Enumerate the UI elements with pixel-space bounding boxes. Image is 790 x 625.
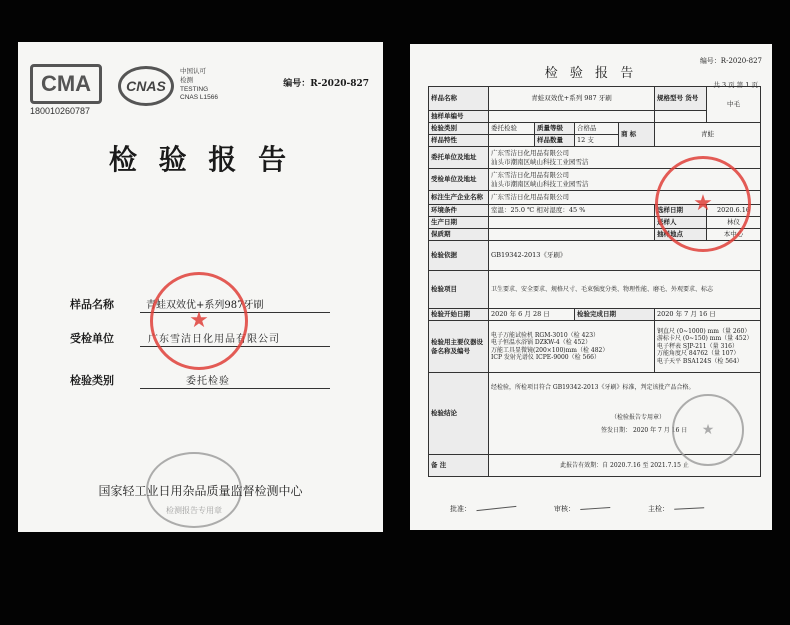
underline xyxy=(140,312,330,313)
sampling-date-label: 选样日期 xyxy=(655,205,707,217)
place-value: 本中心 xyxy=(707,229,761,241)
inspected-label: 受检单位及地址 xyxy=(429,169,489,191)
remark-value: 此报告有效期：自 2020.7.16 至 2021.7.15 止 xyxy=(489,455,761,477)
cnas-line: 中国认可 xyxy=(180,68,206,75)
equip-item: 电子天平 BSA124S（检 564） xyxy=(657,357,743,365)
check-type-value: 委托检验 xyxy=(489,123,535,135)
prod-date-value xyxy=(489,217,655,229)
table-row xyxy=(429,191,761,205)
table-row xyxy=(429,455,761,477)
equip-item: 万能工具显微镜(200×100)mm（检 482） xyxy=(491,346,609,354)
sampling-date-value: 2020.6.16 xyxy=(707,205,761,217)
empty-cell xyxy=(655,111,707,123)
equip-item: 电子秤表 SJP-211（量 316） xyxy=(657,342,738,350)
end-label: 检验完成日期 xyxy=(575,309,655,321)
qty-value: 12 支 xyxy=(575,135,619,147)
approve-signature xyxy=(476,498,517,511)
table-row xyxy=(429,241,761,271)
equip-label: 检验用主要仪器设备名称及编号 xyxy=(429,321,489,373)
sample-name-label: 样品名称 xyxy=(70,298,114,311)
qty-label: 样品数量 xyxy=(535,135,575,147)
inspected-unit-label: 受检单位 xyxy=(70,332,114,345)
equip-item: 钢直尺 (0~1000) mm（量 260） xyxy=(657,327,751,335)
cnas-logo xyxy=(118,66,174,106)
table-row xyxy=(429,373,761,455)
client-value xyxy=(489,147,761,169)
review-label: 审核： xyxy=(554,505,575,513)
maker-label: 标注生产企业名称 xyxy=(429,191,489,205)
cma-number: 180010260787 xyxy=(30,106,91,116)
prod-date-label: 生产日期 xyxy=(429,217,489,229)
client-label: 委托单位及地址 xyxy=(429,147,489,169)
feature-label: 样品特性 xyxy=(429,135,489,147)
star-icon: ★ xyxy=(189,308,209,333)
start-value: 2020 年 6 月 28 日 xyxy=(489,309,575,321)
equip-item: 万能角度尺 84762（量 107） xyxy=(657,350,740,358)
remark-label: 备 注 xyxy=(429,455,489,477)
cnas-line: CNAS L1566 xyxy=(180,94,218,102)
sample-no-label: 抽样单编号 xyxy=(429,111,489,123)
cnas-line: 检测 xyxy=(180,76,193,84)
table-row xyxy=(429,205,761,217)
equip-item: 电子万能试验机 RGM-3010（检 423） xyxy=(491,331,600,339)
table-row xyxy=(429,217,761,229)
sampler-value: 林仪 xyxy=(707,217,761,229)
report-cover-page xyxy=(18,42,383,532)
shelf-label: 保质期 xyxy=(429,229,489,241)
star-icon: ★ xyxy=(693,191,713,216)
env-label: 环境条件 xyxy=(429,205,489,217)
conclusion-value: 经检验，所检项目符合 GB19342-2013《牙刷》标准，判定该批产品合格。 xyxy=(491,384,695,391)
sign-date-row xyxy=(601,427,758,435)
basis-value: GB19342-2013《牙刷》 xyxy=(489,241,761,271)
underline xyxy=(140,388,330,389)
cnas-label-block xyxy=(180,68,218,103)
client-line: 汕头市潮南区峡山科技工业园雪洁 xyxy=(491,157,589,166)
cnas-line: TESTING xyxy=(180,85,209,93)
check-type-label: 检验类别 xyxy=(70,374,114,387)
client-line: 广东雪洁日化用品有限公司 xyxy=(491,149,569,158)
start-label: 检验开始日期 xyxy=(429,309,489,321)
equip-item: 电子恒温水浴锅 DZKW-4（检 452） xyxy=(491,339,592,346)
trademark-label: 商 标 xyxy=(619,123,655,147)
sample-no-value xyxy=(489,111,655,123)
table-row xyxy=(429,87,761,111)
quality-value: 合格品 xyxy=(575,123,619,135)
inspected-line: 广东雪洁日化用品有限公司 xyxy=(491,171,569,180)
basis-label: 检验依据 xyxy=(429,241,489,271)
report-detail-page xyxy=(410,44,772,530)
shelf-value xyxy=(489,229,655,241)
report-number: 编号：R-2020-827 xyxy=(283,79,369,89)
equip-item: 游标卡尺 (0~150) mm（量 452） xyxy=(657,335,753,343)
table-row xyxy=(429,147,761,169)
sign-date-value: 2020 年 7 月 16 日 xyxy=(632,427,688,434)
spec-label: 规格型号 货号 xyxy=(655,87,707,111)
end-value: 2020 年 7 月 16 日 xyxy=(655,309,761,321)
quality-label: 质量等级 xyxy=(535,123,575,135)
center-name: 国家轻工业日用杂品质量监督检测中心 xyxy=(98,484,303,498)
underline xyxy=(140,346,330,347)
inspected-value xyxy=(489,169,761,191)
company-red-stamp xyxy=(150,272,248,370)
conclusion-cell xyxy=(489,373,761,455)
table-row xyxy=(429,229,761,241)
main-label: 主检： xyxy=(648,505,669,513)
table-row xyxy=(429,309,761,321)
items-label: 检验项目 xyxy=(429,271,489,309)
review-signature xyxy=(580,499,611,510)
cma-text: CMA xyxy=(40,71,92,96)
sample-name-label: 样品名称 xyxy=(429,87,489,111)
trademark-value: 青蛙 xyxy=(655,123,761,147)
items-value: 卫生要求、安全要求、规格尺寸、毛束强度分类、物理性能、磨毛、外观要求、标志 xyxy=(489,271,761,309)
approve-label: 批准： xyxy=(450,505,471,513)
check-type-label: 检验类别 xyxy=(429,123,489,135)
table-row xyxy=(429,169,761,191)
sample-name-value: 青蛙双效优+系列987牙刷 xyxy=(146,300,264,311)
conclusion-label: 检验结论 xyxy=(429,373,489,455)
equip-right-list xyxy=(655,321,761,373)
page-info: 共 3 页 第 1 页 xyxy=(713,81,758,89)
cma-logo xyxy=(30,64,102,104)
feature-value xyxy=(489,135,535,147)
sampler-label: 送样人 xyxy=(655,217,707,229)
table-row xyxy=(429,123,761,135)
maker-value: 广东雪洁日化用品有限公司 xyxy=(489,191,761,205)
grey-stamp-text: 检测报告专用章 xyxy=(166,505,222,515)
table-row xyxy=(429,271,761,309)
sample-name-value: 青蛙双效优+系列 987 牙刷 xyxy=(489,87,655,111)
cnas-text: CNAS xyxy=(126,78,166,94)
equip-item: ICP 发射光谱仪 ICPE-9000（检 566） xyxy=(491,354,600,361)
conclusion-stamp-note: （检验报告专用章） xyxy=(611,413,666,421)
inspected-line: 汕头市潮南区峡山科技工业园雪洁 xyxy=(491,179,589,188)
spec-value: 中毛 xyxy=(707,87,761,123)
star-icon: ★ xyxy=(701,422,715,438)
page-title: 检 验 报 告 xyxy=(108,143,293,176)
inspected-unit-value: 广东雪洁日化用品有限公司 xyxy=(148,334,280,345)
inspection-table xyxy=(428,86,761,477)
check-type-value: 委托检验 xyxy=(186,376,230,387)
report-number: 编号：R-2020-827 xyxy=(699,57,762,65)
env-value: 室温：25.0 ℃ 相对湿度：45 % xyxy=(489,205,655,217)
page-title: 检 验 报 告 xyxy=(544,66,638,81)
table-row xyxy=(429,321,761,373)
main-signature xyxy=(674,499,704,510)
place-label: 抽样地点 xyxy=(655,229,707,241)
equip-left-list xyxy=(489,321,655,373)
sign-date-label: 签发日期： xyxy=(601,427,632,434)
